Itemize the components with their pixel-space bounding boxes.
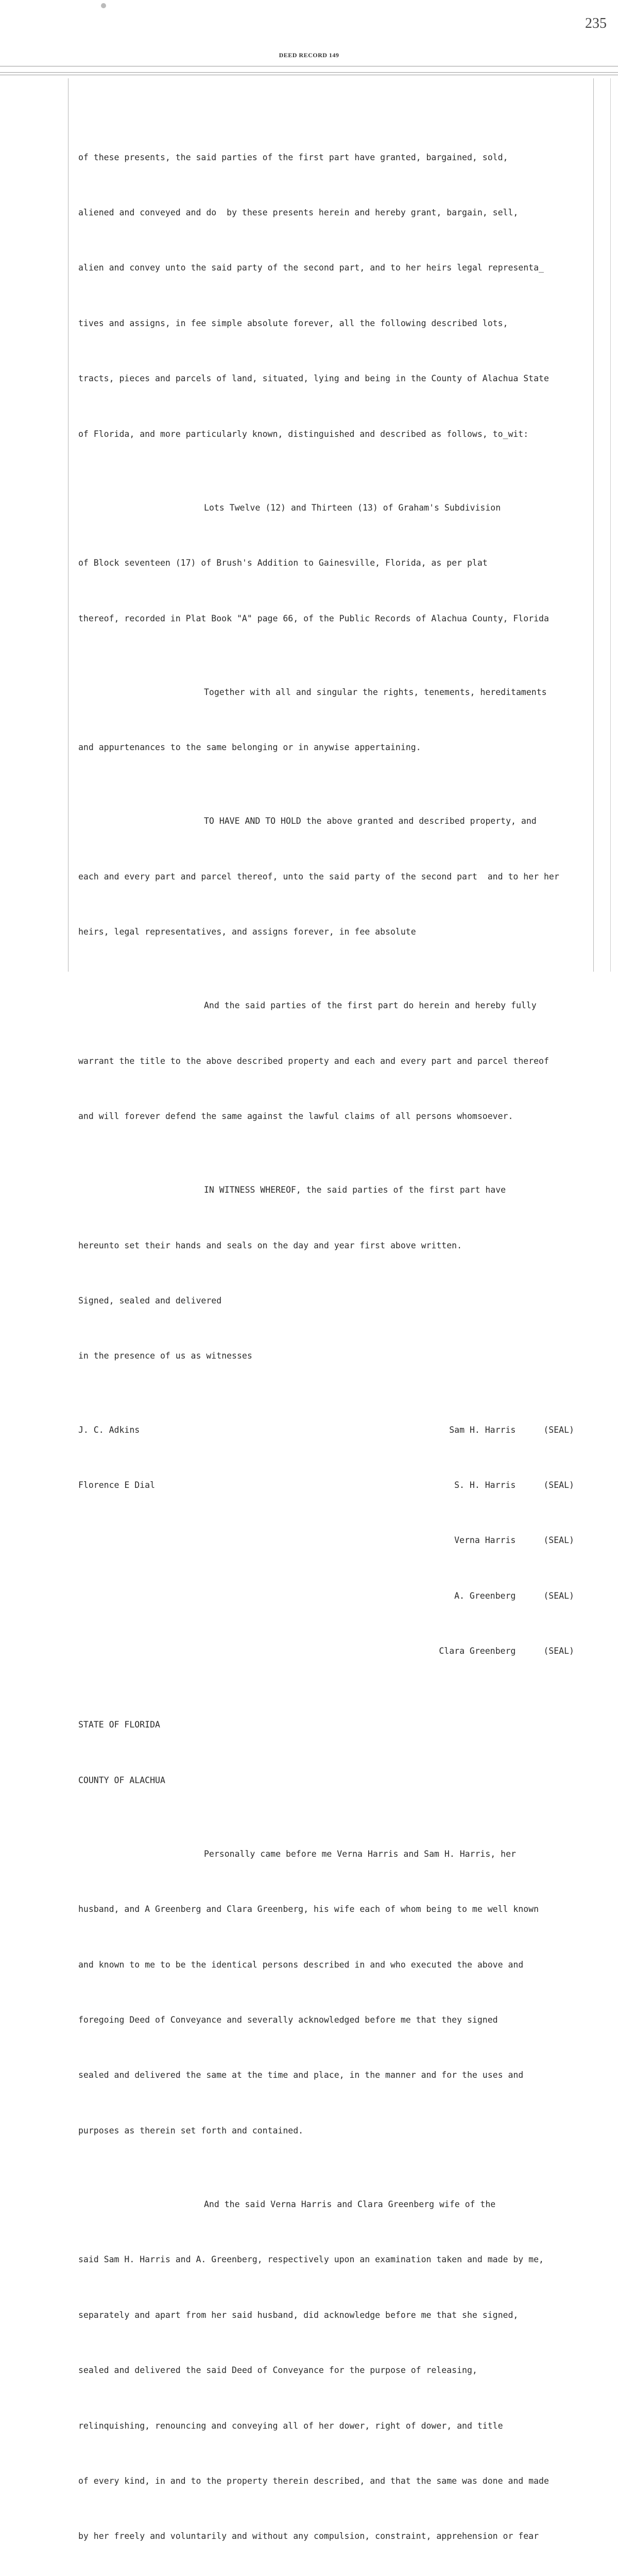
ack1-line: husband, and A Greenberg and Clara Greenberg, his wife each of whom being to me well known: [78, 1904, 539, 1914]
signature-row: [78, 1531, 588, 1550]
seal-mark: (SEAL): [543, 1425, 574, 1435]
signer-name: Clara Greenberg: [439, 1646, 516, 1656]
together-line: Together with all and singular the rights, tenements, hereditaments: [204, 687, 547, 697]
witness-line: hereunto set their hands and seals on the day and year first above written.: [78, 1240, 462, 1250]
witness-line: Signed, sealed and delivered: [78, 1296, 222, 1306]
seal-mark: (SEAL): [543, 1646, 574, 1656]
signer-name: S. H. Harris: [454, 1480, 516, 1490]
habendum-line: heirs, legal representatives, and assigns forever, in fee absolute: [78, 927, 416, 937]
ack2-line: relinquishing, renouncing and conveying all of her dower, right of dower, and title: [78, 2420, 503, 2431]
witness-name: J. C. Adkins: [78, 1425, 140, 1435]
seal-mark: (SEAL): [543, 1480, 574, 1490]
signature-row: [78, 1587, 588, 1605]
warranty-line: and will forever defend the same against the lawful claims of all persons whomsoever.: [78, 1111, 513, 1122]
seal-mark: (SEAL): [543, 1590, 574, 1601]
ack2-line: by her freely and voluntarily and without any compulsion, constraint, apprehension or fear: [78, 2531, 539, 2541]
ack2-line: sealed and delivered the said Deed of Conveyance for the purpose of releasing,: [78, 2365, 477, 2376]
ack1-line: Personally came before me Verna Harris and Sam H. Harris, her: [204, 1849, 516, 1859]
signer-name: A. Greenberg: [454, 1590, 516, 1601]
ack2-line: And the said Verna Harris and Clara Greenberg wife of the: [204, 2199, 496, 2210]
ack2-line: of every kind, in and to the property therein described, and that the same was done and made: [78, 2476, 549, 2486]
signature-row: [78, 1642, 588, 1660]
witness-line: in the presence of us as witnesses: [78, 1351, 252, 1361]
ack1-line: purposes as therein set forth and contained.: [78, 2125, 304, 2136]
warranty-line: warrant the title to the above described property and each and every part and parcel thereof: [78, 1056, 549, 1066]
ack1-line: foregoing Deed of Conveyance and severally acknowledged before me that they signed: [78, 2015, 498, 2025]
together-line: and appurtenances to the same belonging or in anywise appertaining.: [78, 742, 421, 753]
witness-name: Florence E Dial: [78, 1480, 156, 1490]
para1-line: tracts, pieces and parcels of land, situated, lying and being in the County of Alachua State: [78, 374, 549, 384]
habendum-line: TO HAVE AND TO HOLD the above granted and described property, and: [204, 816, 537, 826]
lots-line: of Block seventeen (17) of Brush's Addition to Gainesville, Florida, as per plat: [78, 558, 488, 568]
witness-line: IN WITNESS WHEREOF, the said parties of the first part have: [204, 1185, 506, 1195]
county-heading: COUNTY OF ALACHUA: [78, 1775, 165, 1785]
witness-name: [78, 1642, 311, 1660]
header-rule-2: [0, 72, 618, 73]
signature-row: [78, 1421, 588, 1439]
ack1-line: and known to me to be the identical persons described in and who executed the above and: [78, 1959, 524, 1970]
para1-line: of these presents, the said parties of the first part have granted, bargained, sold,: [78, 152, 508, 162]
page-edge-line: [610, 78, 611, 972]
warranty-line: And the said parties of the first part do herein and hereby fully: [204, 1001, 537, 1011]
record-header: DEED RECORD 149: [279, 52, 339, 59]
ack1-line: sealed and delivered the same at the time and place, in the manner and for the uses and: [78, 2070, 524, 2080]
punch-mark: [101, 3, 106, 8]
lots-line: thereof, recorded in Plat Book "A" page 66, of the Public Records of Alachua County, Florida: [78, 613, 549, 623]
para1-line: tives and assigns, in fee simple absolute forever, all the following described lots,: [78, 318, 508, 328]
lots-line: Lots Twelve (12) and Thirteen (13) of Graham's Subdivision: [204, 502, 501, 513]
state-heading: STATE OF FLORIDA: [78, 1720, 160, 1730]
seal-mark: (SEAL): [543, 1535, 574, 1546]
para1-line: alien and convey unto the said party of the second part, and to her heirs legal representa_: [78, 263, 544, 273]
habendum-line: each and every part and parcel thereof, unto the said party of the second part and to her her: [78, 871, 559, 882]
ack2-line: said Sam H. Harris and A. Greenberg, respectively upon an examination taken and made by me,: [78, 2255, 544, 2265]
deed-body: [78, 111, 588, 2576]
para1-line: of Florida, and more particularly known, distinguished and described as follows, to_wit:: [78, 429, 529, 439]
page-number: 235: [585, 15, 607, 31]
signature-row: [78, 1476, 588, 1495]
witness-name: [78, 1587, 311, 1605]
signer-name: Verna Harris: [454, 1535, 516, 1546]
witness-name: [78, 1531, 311, 1550]
signer-name: Sam H. Harris: [449, 1425, 516, 1435]
para1-line: aliened and conveyed and do by these presents herein and hereby grant, bargain, sell,: [78, 207, 519, 217]
ack2-line: separately and apart from her said husband, did acknowledge before me that she signed,: [78, 2310, 519, 2320]
right-margin-line: [593, 78, 594, 972]
